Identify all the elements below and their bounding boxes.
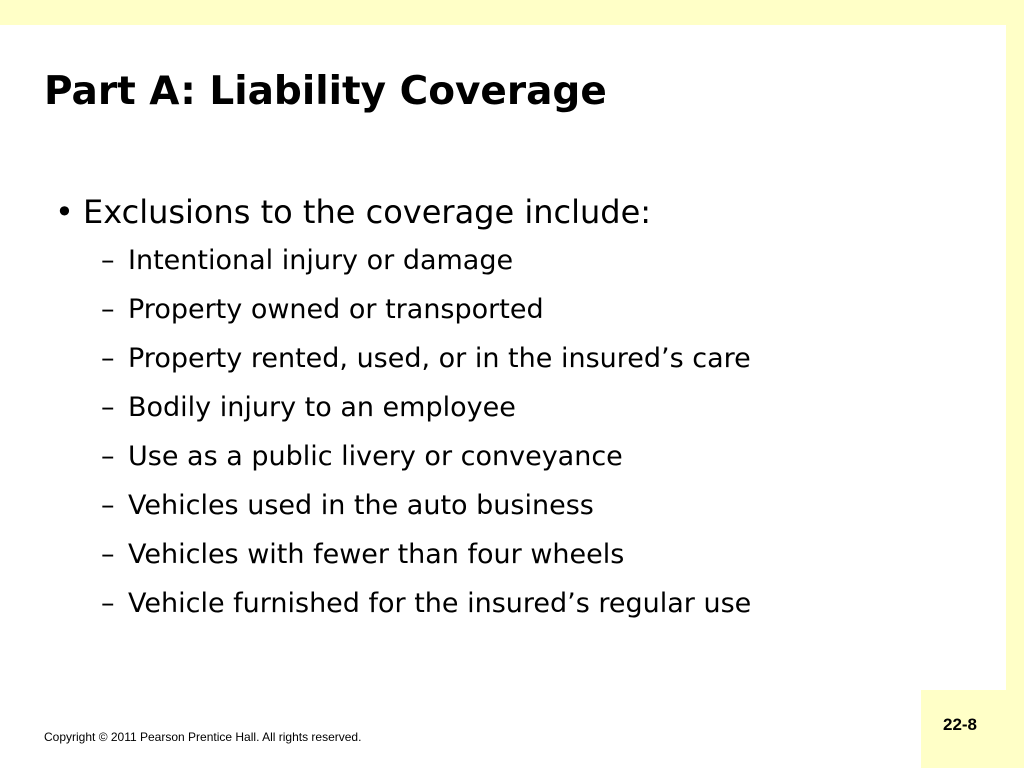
sub-item	[101, 334, 751, 383]
bullet-list	[55, 188, 751, 628]
sub-item	[101, 432, 751, 481]
dash-icon: –	[101, 343, 115, 374]
dash-icon: –	[101, 490, 115, 521]
sub-item	[101, 285, 751, 334]
sub-item-text: Property rented, used, or in the insured’s care	[128, 343, 751, 374]
sub-item	[101, 579, 751, 628]
sub-item-text: Use as a public livery or conveyance	[128, 441, 623, 472]
sub-list-container	[55, 236, 751, 628]
copyright-notice: Copyright © 2011 Pearson Prentice Hall. All rights reserved.	[44, 730, 362, 744]
dash-icon: –	[101, 441, 115, 472]
page-number: 22-8	[942, 715, 978, 734]
sub-item	[101, 236, 751, 285]
sub-item-text: Property owned or transported	[128, 294, 544, 325]
main-bullet	[55, 188, 751, 236]
slide-title: Part A: Liability Coverage	[44, 69, 607, 114]
dash-icon: –	[101, 245, 115, 276]
sub-item-text: Vehicle furnished for the insured’s regular use	[128, 588, 752, 619]
sub-item-text: Bodily injury to an employee	[128, 392, 516, 423]
sub-item	[101, 530, 751, 579]
main-bullet-text: Exclusions to the coverage include:	[83, 193, 652, 231]
bullet-dot-icon: •	[55, 193, 74, 231]
sub-item-text: Vehicles with fewer than four wheels	[128, 539, 625, 570]
dash-icon: –	[101, 588, 115, 619]
dash-icon: –	[101, 539, 115, 570]
sub-item-text: Vehicles used in the auto business	[128, 490, 594, 521]
sub-list	[55, 236, 751, 628]
sub-item	[101, 383, 751, 432]
dash-icon: –	[101, 392, 115, 423]
sub-item-text: Intentional injury or damage	[128, 245, 514, 276]
right-frame-band	[1006, 0, 1024, 768]
sub-item	[101, 481, 751, 530]
dash-icon: –	[101, 294, 115, 325]
top-frame-band	[0, 0, 1024, 25]
